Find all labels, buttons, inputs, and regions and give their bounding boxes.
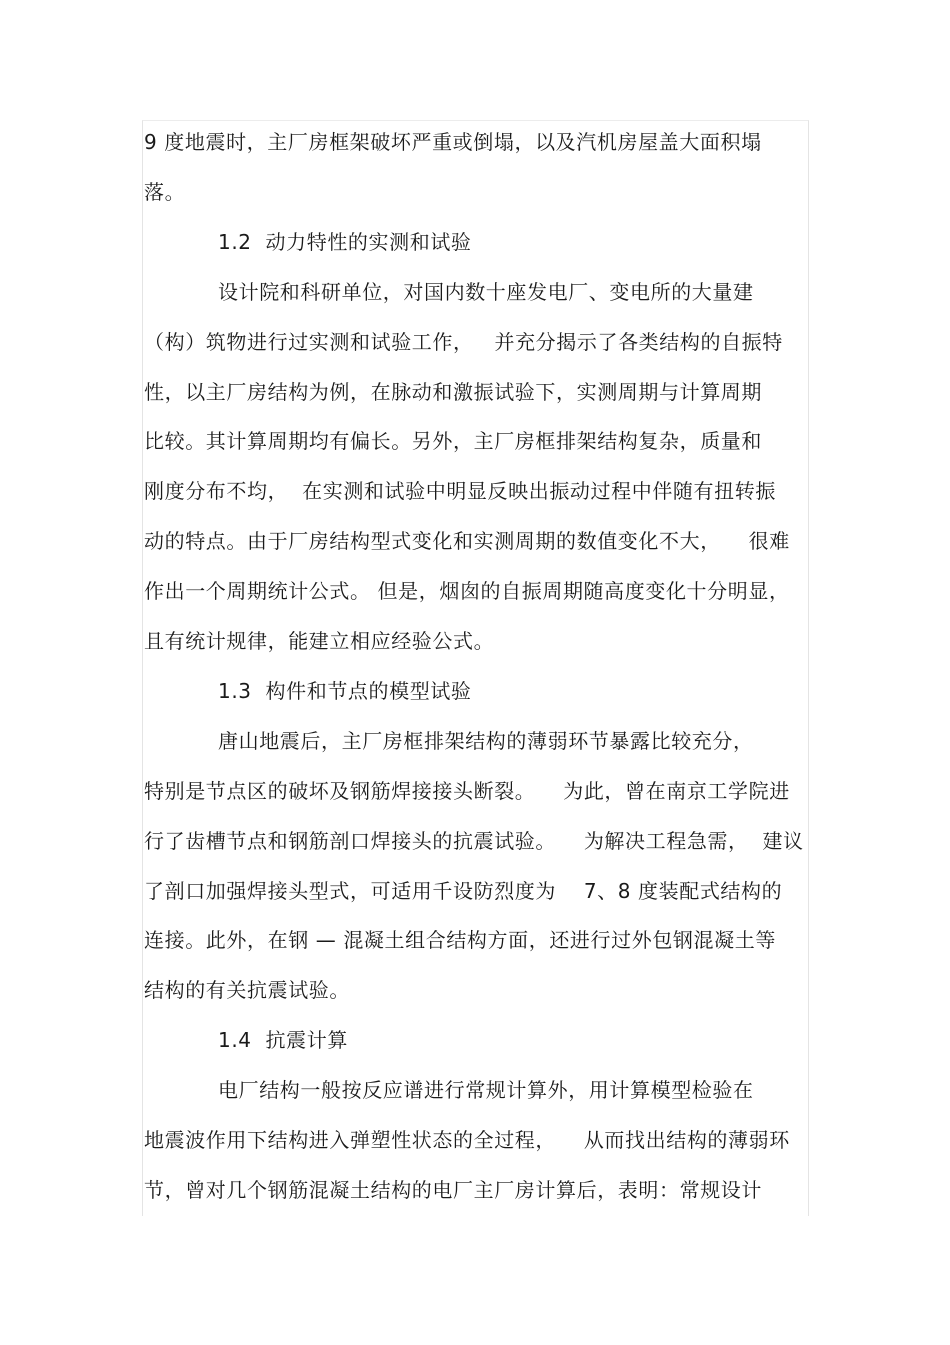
text-line: 性，以主厂房结构为例，在脉动和激振试验下，实测周期与计算周期 [144, 379, 762, 404]
text-line: 电厂结构一般按反应谱进行常规计算外，用计算模型检验在 [218, 1078, 754, 1103]
section-heading: 1.3 构件和节点的模型试验 [218, 678, 472, 703]
text-line: 设计院和科研单位，对国内数十座发电厂、变电所的大量建 [218, 279, 754, 304]
section-heading: 1.2 动力特性的实测和试验 [218, 229, 472, 254]
text-line: 刚度分布不均， 在实测和试验中明显反映出振动过程中伴随有扭转振 [144, 479, 776, 504]
text-line: 结构的有关抗震试验。 [144, 978, 350, 1003]
text-line: 连接。此外，在钢 — 混凝土组合结构方面，还进行过外包钢混凝土等 [144, 928, 776, 953]
text-line: 9 度地震时，主厂房框架破坏严重或倒塌，以及汽机房屋盖大面积塌 [144, 130, 762, 154]
text-line: 地震波作用下结构进入弹塑性状态的全过程， 从而找出结构的薄弱环 [144, 1128, 790, 1152]
text-line: 动的特点。由于厂房结构型式变化和实测周期的数值变化不大， 很难 [144, 529, 790, 554]
text-line: 落。 [144, 179, 186, 204]
text-line: 行了齿槽节点和钢筋剖口焊接头的抗震试验。 为解决工程急需， 建议 [144, 828, 804, 853]
text-line: 了剖口加强焊接头型式，可适用千设防烈度为 7、8 度装配式结构的 [144, 878, 783, 903]
section-heading: 1.4 抗震计算 [218, 1028, 348, 1053]
text-line: 特别是节点区的破坏及钢筋焊接接头断裂。 为此，曾在南京工学院进 [144, 778, 790, 803]
text-line: 唐山地震后，主厂房框排架结构的薄弱环节暴露比较充分， [218, 728, 754, 753]
text-line: 作出一个周期统计公式。 但是，烟囱的自振周期随高度变化十分明显， [144, 579, 790, 604]
text-line: 且有统计规律，能建立相应经验公式。 [144, 629, 495, 653]
text-line: （构）筑物进行过实测和试验工作， 并充分揭示了各类结构的自振特 [144, 329, 783, 354]
text-line: 节，曾对几个钢筋混凝土结构的电厂主厂房计算后，表明：常规设计 [144, 1177, 762, 1202]
text-line: 比较。其计算周期均有偏长。另外，主厂房框排架结构复杂，质量和 [144, 429, 762, 454]
